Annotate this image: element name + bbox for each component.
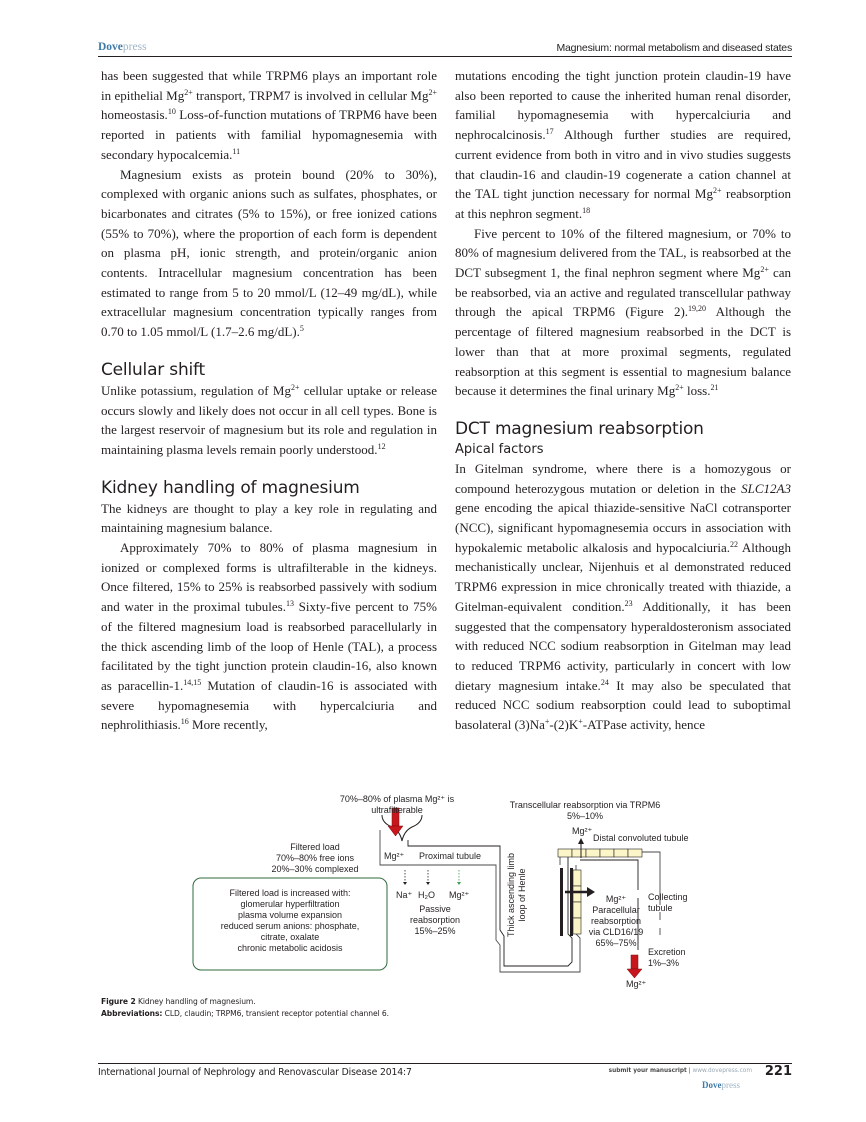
passive-reabsorption-label: Passive reabsorption 15%–25%	[409, 904, 461, 936]
section-heading-dct: DCT magnesium reabsorption	[455, 418, 704, 439]
paragraph: Unlike potassium, regulation of $Mg^{2+}$ cellular uptake or release occurs slowly and likely does not occur in all cell types. Bone is the largest reservoir of magnesium but its role and regulation in maintaining plasma levels remain poorly understood.$^{12}$	[101, 382, 437, 457]
na-label: Na⁺	[396, 890, 413, 900]
dovepress-footer-logo[interactable]: Dovepress	[702, 1080, 740, 1090]
figure-caption: Figure 2 Kidney handling of magnesium. Abbreviations: CLD, claudin; TRPM6, transient receptor potential channel 6.	[101, 997, 389, 1018]
figure-kidney-diagram	[160, 790, 720, 990]
filtered-load-increase-list: Filtered load is increased with: glomerular hyperfiltration plasma volume expansion reduced serum anions: phosphate, citrate, oxalate chronic metabolic acidosis	[220, 888, 360, 953]
dct-label: Distal convoluted tubule	[593, 833, 689, 843]
mg-glomerulus-label: Mg²⁺	[384, 851, 405, 861]
dct-cells	[558, 849, 642, 857]
paracellular-label: Mg²⁺ Paracellular reabsorption via CLD16/19 65%–75%	[588, 894, 644, 948]
proximal-tubule-label: Proximal tubule	[419, 851, 482, 861]
paragraph: Five percent to 10% of the filtered magnesium, or 70% to 80% of magnesium delivered from the TAL, is reabsorbed at the DCT subsegment 1, the final nephron segment where $Mg^{2+}$ can be reabsorbed, via an active and regulated transcellular pathway through the apical TRPM6 (Figure 2).$^{19,20}$ Although the percentage of filtered magnesium reabsorbed in the DCT is lower than that at more proximal segments, regulated reabsorption at this segment is essential to magnesium balance because it determines the final urinary $Mg^{2+}$ loss.$^{21}$	[455, 225, 791, 399]
paragraph: Approximately 70% to 80% of plasma magnesium in ionized or complexed forms is ultrafilterable in the kidneys. Once filtered, 15% to 25% is reabsorbed passively with sodium and water in the proximal tubules.$^{13}$ Sixty-five percent to 75% of the filtered magnesium load is reabsorbed paracellularly in the thick ascending limb of the loop of Henle (TAL), a process facilitated by the tight junction protein claudin-16, also known as paracellin-1.$^{14,15}$ Mutation of claudin-16 is associated with severe hypomagnesemia with hypercalciuria and nephrolithiasis.$^{16}$ More recently,	[101, 540, 437, 733]
mg-passive-label: Mg²⁺	[449, 890, 470, 900]
dovepress-logo[interactable]: Dovepress	[98, 41, 147, 53]
mg-excreted-label: Mg²⁺	[626, 979, 647, 989]
mg-dct-label: Mg²⁺	[572, 826, 593, 836]
ultrafilterable-label: 70%–80% of plasma Mg²⁺ is ultrafilterable	[339, 794, 455, 815]
excretion-label: Excretion 1%–3%	[648, 947, 686, 968]
section-heading-cellular-shift: Cellular shift	[101, 359, 205, 380]
paragraph: The kidneys are thought to play a key role in regulating and maintaining magnesium balance.	[101, 500, 437, 536]
journal-citation: International Journal of Nephrology and Renovascular Disease 2014:7	[98, 1067, 412, 1078]
section-heading-kidney-handling: Kidney handling of magnesium	[101, 477, 360, 498]
filtered-load-label: Filtered load 70%–80% free ions 20%–30% complexed	[271, 842, 359, 874]
paragraph: In Gitelman syndrome, where there is a homozygous or compound heterozygous mutation or deletion in the SLC12A3 gene encoding the apical thiazide-sensitive NaCl cotransporter (NCC), significant hypomagnesemia occurs in association with hypokalemic metabolic alkalosis and hypocalciuria.$^{22}$ Although mechanistically unclear, Nijenhuis et al demonstrated reduced TRPM6 expression in mice chronically treated with thiazide, a Gitelman-equivalent condition.$^{23}$ Additionally, it has been suggested that the compensatory hyperaldosteronism associated with reduced NCC sodium reabsorption in Gitelman may lead to reduced TRPM6 activity, particularly in concert with low dietary magnesium intake.$^{24}$ It may also be speculated that reduced NCC sodium reabsorption could lead to suboptimal basolateral (3)Na+-(2)K+-ATPase activity, hence	[455, 460, 791, 733]
right-column	[455, 66, 791, 735]
paragraph: has been suggested that while TRPM6 plays an important role in epithelial $Mg^{2+}$ transport, TRPM7 is involved in cellular $Mg^{2+}$ homeostasis.$^{10}$ Loss-of-function mutations of TRPM6 have been reported in patients with familial hypomagnesemia with secondary hypocalcemia.$^{11}$	[101, 68, 438, 162]
left-column	[101, 66, 437, 735]
paragraph: Magnesium exists as protein bound (20% to 30%), complexed with organic anions such as sulfates, phosphates, or bicarbonates and citrates (5% to 15%), or free ionized cations (55% to 70%), where the proportion of each form is dependent on plasma pH, ionic strength, and protein/organic anion contents. Intracellular magnesium concentration has been estimated to range from 5 to 20 mmol/L (12–49 mg/dL), while extracellular magnesium concentration typically ranges from 0.70 to 1.05 mmol/L (1.7–2.6 mg/dL).$^5$	[101, 166, 437, 340]
tal-cells	[573, 870, 581, 934]
h2o-label: H₂O	[418, 890, 435, 900]
collecting-tubule-label: Collecting tubule	[648, 892, 688, 913]
running-title: Magnesium: normal metabolism and diseased states	[556, 42, 792, 54]
page-header	[98, 40, 792, 57]
tal-label: Thick ascending limb loop of Henle	[506, 852, 527, 938]
transcellular-label: Transcellular reabsorption via TRPM6 5%–10%	[509, 800, 661, 821]
submit-manuscript-link[interactable]: submit your manuscript | www.dovepress.com	[608, 1068, 752, 1074]
page-number: 221	[764, 1064, 792, 1079]
subsection-heading-apical: Apical factors	[455, 441, 544, 457]
page-footer	[98, 1063, 792, 1104]
paragraph: mutations encoding the tight junction protein claudin-19 have also been reported to cause the inherited human renal disorder, familial hypomagnesemia with hypercalciuria and nephrocalcinosis.$^{17}$ Although further studies are required, current evidence from both in vitro and in vivo studies suggests that claudin-16 and claudin-19 cogenerate a cation channel at the TAL tight junction necessary for normal $Mg^{2+}$ reabsorption at this nephron segment.$^{18}$	[455, 68, 791, 221]
